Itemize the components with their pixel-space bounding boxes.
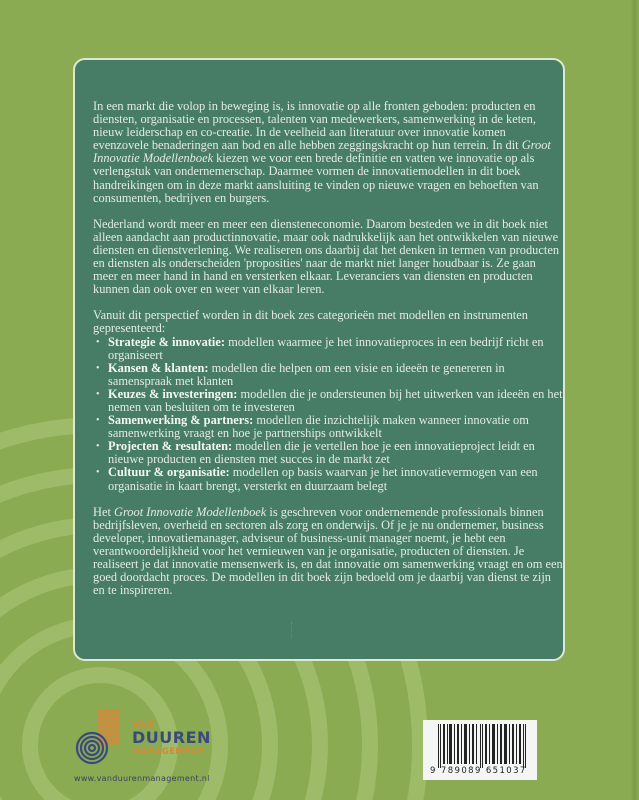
isbn-barcode (423, 720, 537, 780)
back-cover-text (93, 100, 563, 610)
publisher-url[interactable]: www.vanduurenmanagement.nl (74, 774, 210, 783)
publisher-logo (72, 706, 222, 766)
categories-intro: Vanuit dit perspectief worden in dit boek zes categorieën met modellen en instrumenten gepresenteerd: (93, 308, 528, 336)
category-item: • Cultuur & organisatie: modellen op basis waarvan je het innovatievermogen van een organisatie in kaart brengt, versterkt en duurzaam belegt (93, 466, 563, 492)
category-item: • Keuzes & investeringen: modellen die je ondersteunen bij het uitwerken van ideeën en het nemen van besluiten om te investeren (93, 388, 563, 414)
category-item: • Strategie & innovatie: modellen waarmee je het innovatieproces in een bedrijf richt en organiseert (93, 336, 563, 362)
logo-text-van: VAN (132, 720, 155, 730)
category-item: • Samenwerking & partners: modellen die inzichtelijk maken wanneer innovatie om samenwerking vraagt en hoe je partnerships ontwikkelt (93, 414, 563, 440)
barcode-bars-icon (438, 724, 526, 768)
categories-list (93, 336, 563, 493)
book-title-italic: Groot Innovatie Modellenboek (114, 504, 267, 519)
category-item: • Projecten & resultaten: modellen die je vertellen hoe je een innovatieproject leidt en nieuwe producten en diensten met succes in de markt zet (93, 440, 563, 466)
closing-paragraph: Het Groot Innovatie Modellenboek is geschreven voor ondernemende professionals binnen bedrijfsleven, overheid en sectoren als zorg en onderwijs. Of je je nu ondernemer, business developer, innovatiemanager, adviseur of business-unit manager noemt, je hebt een verantwoordelijkheid voor het vernieuwen van je organisatie, producten of diensten. Je realiseert je dat innovatie mensenwerk is, en dat innovatie om samenwerking vraagt en om een goed doordacht proces. De modellen in dit boek zijn bedoeld om je daarbij van dienst te zijn en te inspireren. (93, 504, 563, 598)
category-item: • Kansen & klanten: modellen die helpen om een visie en ideeën te genereren in samenspraak met klanten (93, 362, 563, 388)
book-spine-edge (631, 0, 639, 800)
book-title-italic: Groot Innovatie Modellenboek (93, 138, 551, 166)
dotted-mark (291, 622, 293, 638)
isbn-number: 9 789089 651037 (430, 766, 527, 776)
logo-text-duuren: DUUREN (132, 728, 211, 747)
intro-paragraph: In een markt die volop in beweging is, is innovatie op alle fronten geboden: producten en diensten, organisatie en processen, talenten van medewerkers, samenwerking in de keten, nieuw leiderschap en co-creatie. In de veelheid aan literatuur over innovatie komen evenzovele benaderingen aan bod en alle hebben zeggingskracht op hun terrein. In dit Groot Innovatie Modellenboek kiezen we voor een brede definitie en vatten we innovatie op als verlengstuk van ondernemerschap. Daarmee vormen de innovatiemodellen in dit boek handreikingen om in deze markt aansluiting te vinden op nieuwe vragen en behoeften van consumenten, bedrijven en burgers. (93, 99, 551, 205)
logo-mark-icon (72, 706, 132, 766)
logo-text-management: MANAGEMENT (132, 747, 204, 757)
services-paragraph: Nederland wordt meer en meer een diensteneconomie. Daarom besteden we in dit boek niet alleen aandacht aan productinnovatie, maar ook nadrukkelijk aan het ontwikkelen van nieuwe diensten en dienstverlening. We realiseren ons daarbij dat het denken in termen van producten en diensten als onderscheiden 'proposities' naar de markt niet langer houdbaar is. Ze gaan meer en meer hand in hand en versterken elkaar. Leveranciers van diensten en producten kunnen dan ook over en weer van elkaar leren. (93, 216, 560, 297)
